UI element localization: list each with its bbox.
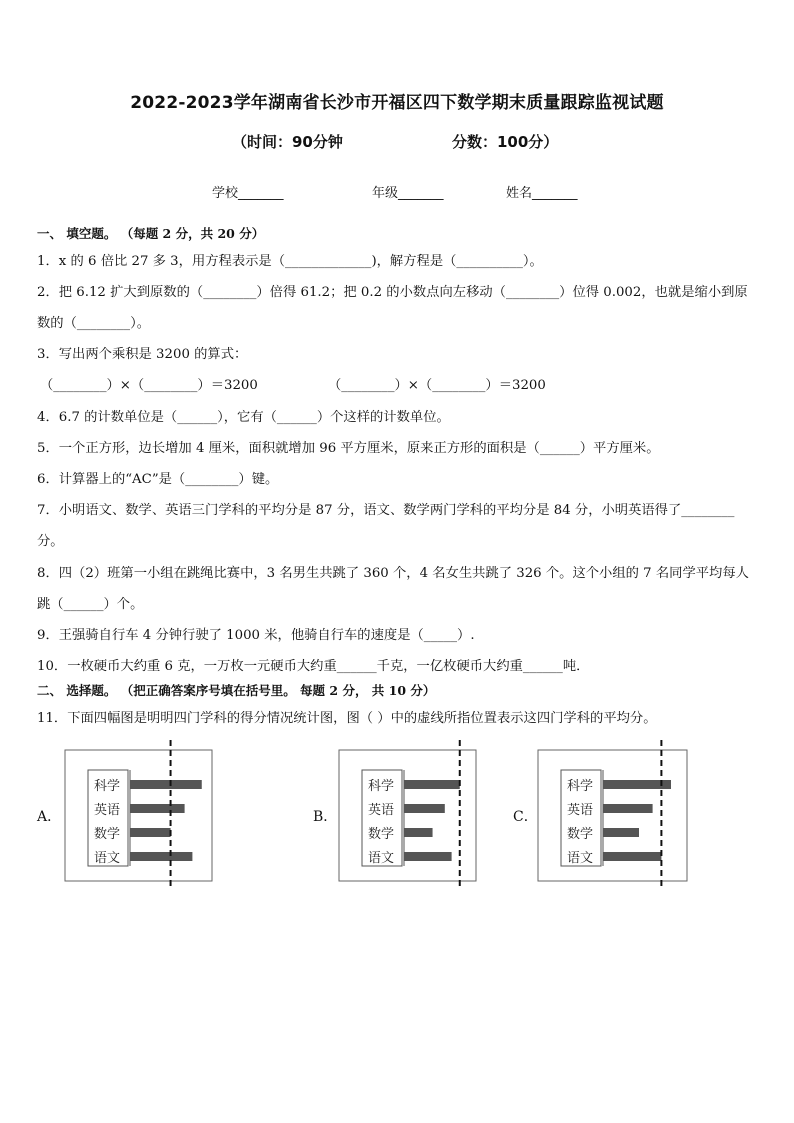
chart-b xyxy=(338,740,478,886)
question-3-expr-b: （________）×（________）＝3200 xyxy=(328,378,546,393)
option-b-label: B． xyxy=(313,809,338,825)
chart-category-label: 语文 xyxy=(567,851,594,866)
chart-category-label: 语文 xyxy=(368,851,395,866)
chart-bar xyxy=(404,852,452,861)
chart-category-label: 数学 xyxy=(368,827,395,842)
chart-category-label: 英语 xyxy=(567,803,594,818)
name-field: 姓名_______ xyxy=(506,186,578,201)
grade-field: 年级_______ xyxy=(372,186,444,201)
chart-bar xyxy=(130,804,185,813)
chart-bar xyxy=(603,852,661,861)
chart-c xyxy=(537,740,689,886)
chart-category-label: 科学 xyxy=(567,779,594,794)
option-a-label: A． xyxy=(37,809,62,825)
chart-category-label: 数学 xyxy=(567,827,594,842)
question-11: 11．下面四幅图是明明四门学科的得分情况统计图，图（ ）中的虚线所指位置表示这四门学科的平均分。 xyxy=(37,711,657,726)
chart-bar xyxy=(603,804,653,813)
page-title: 2022-2023学年湖南省长沙市开福区四下数学期末质量跟踪监视试题 xyxy=(130,93,664,113)
question-4: 4．6.7 的计数单位是（______），它有（______）个这样的计数单位。 xyxy=(37,410,450,425)
chart-category-label: 英语 xyxy=(94,803,121,818)
chart-category-label: 数学 xyxy=(94,827,121,842)
score-label: 分数：100分） xyxy=(452,133,559,151)
chart-category-label: 英语 xyxy=(368,803,395,818)
question-6: 6．计算器上的“AC”是（________）键。 xyxy=(37,472,279,487)
chart-frame xyxy=(538,750,687,881)
chart-bar xyxy=(130,780,202,789)
chart-bar xyxy=(404,828,433,837)
question-1: 1．x 的 6 倍比 27 多 3，用方程表示是（_____________)，解方程是（__________）。 xyxy=(37,254,543,269)
chart-frame xyxy=(65,750,212,881)
question-8: 8．四（2）班第一小组在跳绳比赛中，3 名男生共跳了 360 个，4 名女生共跳了 326 个。这个小组的 7 名同学平均每人 xyxy=(37,566,749,581)
question-7-cont: 分。 xyxy=(37,534,64,549)
chart-bar xyxy=(130,852,192,861)
chart-bar xyxy=(404,780,460,789)
chart-frame xyxy=(339,750,476,881)
chart-bar xyxy=(130,828,171,837)
chart-category-label: 科学 xyxy=(368,779,395,794)
question-8-cont: 跳（______）个。 xyxy=(37,597,144,612)
question-3: 3．写出两个乘积是 3200 的算式： xyxy=(37,347,248,362)
section-fill-blank: 一、 填空题。 （每题 2 分，共 20 分） xyxy=(37,226,265,241)
question-9: 9．王强骑自行车 4 分钟行驶了 1000 米，他骑自行车的速度是（_____）. xyxy=(37,628,475,643)
section-choice: 二、 选择题。 （把正确答案序号填在括号里。 每题 2 分， 共 10 分） xyxy=(37,683,436,698)
option-c-label: C． xyxy=(513,809,538,825)
chart-category-label: 科学 xyxy=(94,779,121,794)
chart-bar xyxy=(404,804,445,813)
chart-a xyxy=(64,740,214,886)
question-10: 10．一枚硬币大约重 6 克，一万枚一元硬币大约重______千克，一亿枚硬币大约重______吨． xyxy=(37,659,590,674)
time-label: （时间：90分钟 xyxy=(232,133,343,151)
chart-category-label: 语文 xyxy=(94,851,121,866)
question-7: 7．小明语文、数学、英语三门学科的平均分是 87 分，语文、数学两门学科的平均分是 84 分，小明英语得了________ xyxy=(37,503,735,518)
question-5: 5．一个正方形，边长增加 4 厘米，面积就增加 96 平方厘米，原来正方形的面积是（______）平方厘米。 xyxy=(37,441,660,456)
chart-bar xyxy=(603,828,639,837)
question-2-cont: 数的（________）。 xyxy=(37,316,151,331)
question-3-expr-a: （________）×（________）＝3200 xyxy=(40,378,258,393)
school-field: 学校_______ xyxy=(212,186,284,201)
question-2: 2．把 6.12 扩大到原数的（________）倍得 61.2；把 0.2 的小数点向左移动（________）位得 0.002，也就是缩小到原 xyxy=(37,285,748,300)
